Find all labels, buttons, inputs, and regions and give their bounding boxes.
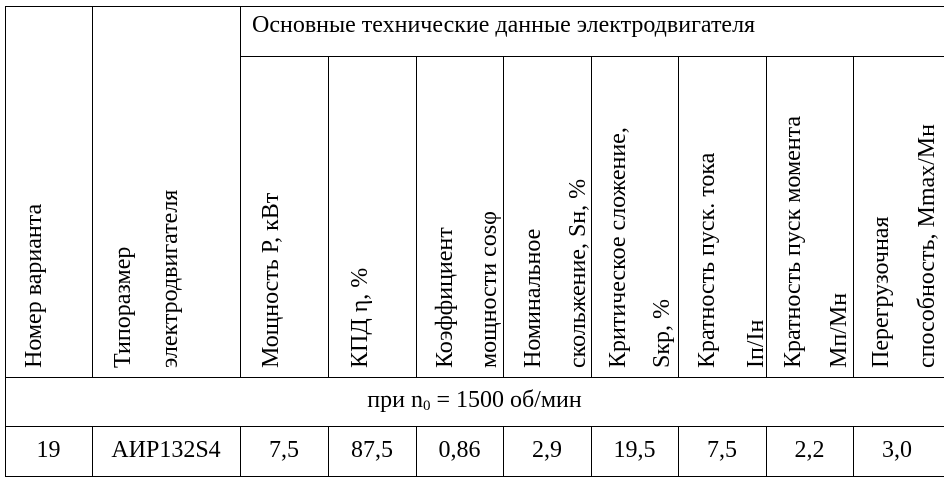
header-param-nominal-slip — [504, 57, 591, 377]
header-param-power-line1: Мощность Р, кВт — [258, 192, 284, 368]
header-param-start-current — [679, 57, 769, 377]
header-param-power — [241, 57, 328, 377]
cell-start-current: 7,5 — [707, 437, 737, 463]
header-param-efficiency — [329, 57, 416, 377]
header-param-power-factor-line2: мощности cosφ — [476, 211, 502, 368]
section-suffix: = 1500 об/мин — [430, 387, 582, 413]
header-param-nominal-slip-line2: скольжение, Sн, % — [565, 178, 591, 368]
header-param-start-torque-line1: Кратность пуск момента — [780, 115, 806, 368]
section-subscript: 0 — [422, 398, 431, 414]
header-param-critical-slip-line2: Sкр, % — [649, 299, 675, 368]
cell-power: 7,5 — [269, 437, 299, 463]
header-variant: Номер варианта — [21, 203, 47, 368]
cell-nominal-slip: 2,9 — [532, 437, 562, 463]
header-param-efficiency-line1: КПД η, % — [347, 267, 373, 368]
header-param-critical-slip — [592, 57, 678, 377]
header-param-power-factor — [417, 57, 503, 377]
header-param-overload-line2: способность, Мmax/Мн — [914, 124, 940, 368]
header-type-line2: электродвигателя — [157, 189, 183, 368]
rule-top — [5, 6, 944, 7]
cell-start-torque: 2,2 — [794, 437, 825, 463]
rule-col-1 — [92, 6, 93, 378]
cell-type: АИР132S4 — [111, 437, 221, 463]
rule-section-bottom — [5, 426, 944, 427]
section-prefix: при n — [367, 387, 423, 413]
header-param-start-current-line1: Кратность пуск. тока — [694, 152, 720, 368]
cell-efficiency: 87,5 — [351, 437, 393, 463]
cell-variant: 19 — [36, 437, 61, 463]
rule-table-bottom — [5, 476, 944, 477]
header-param-nominal-slip-line1: Номинальное — [520, 228, 546, 368]
header-param-overload — [854, 57, 944, 377]
group-title: Основные технические данные электродвигателя — [252, 12, 756, 38]
header-type-line1: Типоразмер — [110, 246, 136, 368]
header-param-power-factor-line1: Коэффициент — [432, 227, 458, 368]
header-param-start-current-line2: Iп/Iн — [743, 319, 769, 368]
header-param-overload-line1: Перегрузочная — [868, 216, 894, 368]
section-row-label — [5, 388, 944, 412]
cell-overload: 3,0 — [882, 437, 912, 463]
header-param-critical-slip-line1: Критическое сложение, — [605, 127, 631, 368]
rule-header-bottom — [5, 377, 944, 378]
header-param-start-torque-line2: Мп/Мн — [826, 292, 852, 368]
header-param-start-torque — [767, 57, 853, 377]
cell-power-factor: 0,86 — [438, 437, 481, 463]
cell-critical-slip: 19,5 — [613, 437, 656, 463]
